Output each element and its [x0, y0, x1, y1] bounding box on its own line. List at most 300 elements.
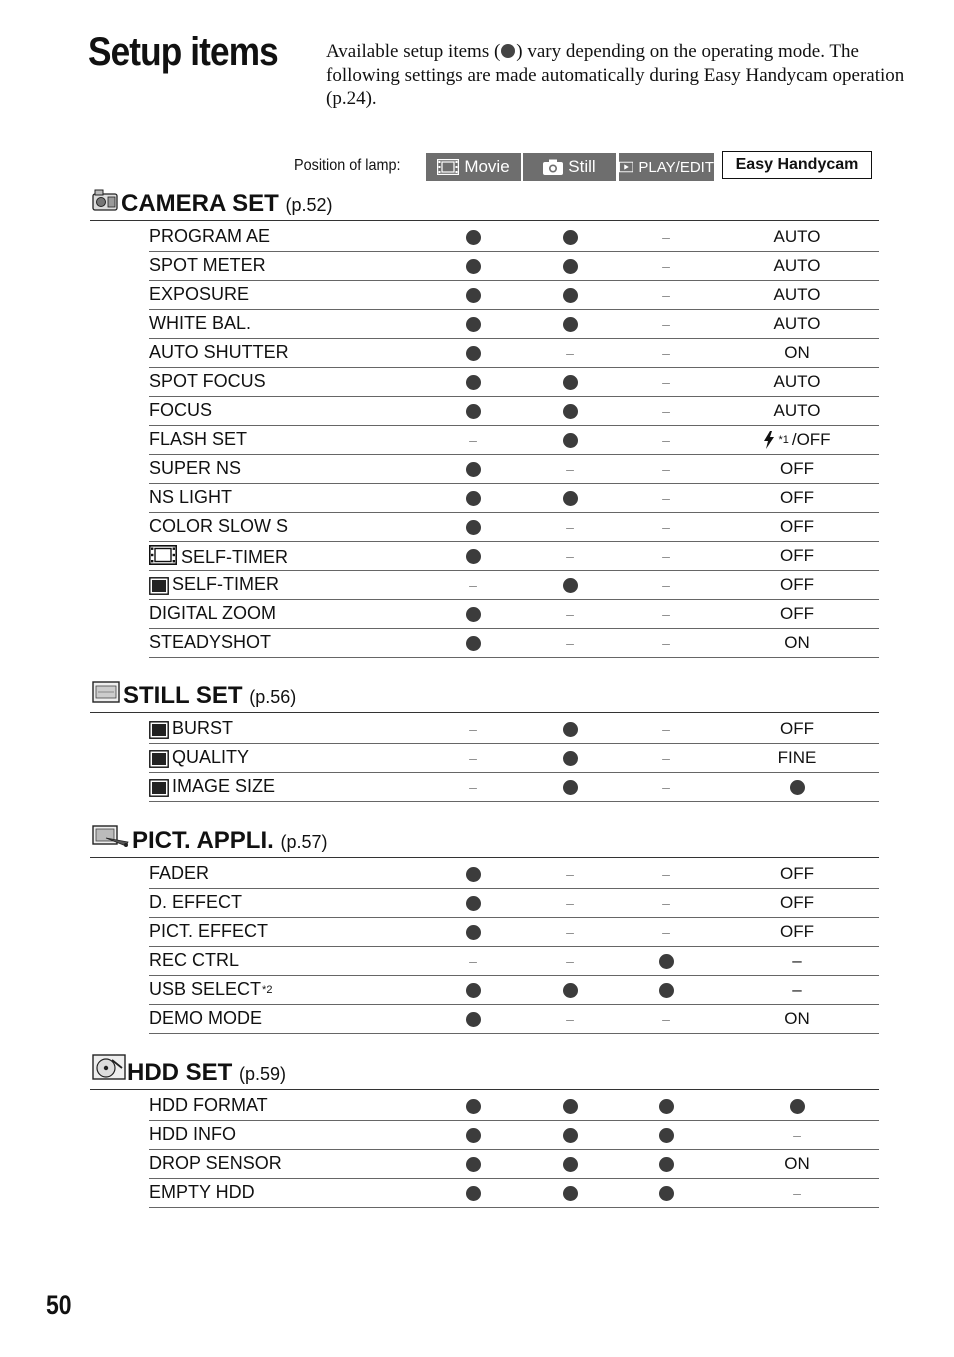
available-dot [563, 288, 578, 303]
row-label-text: FLASH SET [149, 429, 248, 449]
easy-handycam-cell [737, 773, 857, 801]
row-label-text: SELF-TIMER [172, 574, 280, 594]
easy-handycam-cell [737, 368, 857, 396]
available-dot-icon [501, 44, 515, 58]
easy-handycam-cell [737, 426, 857, 454]
available-dot [466, 1128, 481, 1143]
mode-cell [433, 513, 513, 541]
mode-cell [626, 773, 706, 801]
section-title [121, 190, 332, 218]
available-dot [563, 751, 578, 766]
easy-handycam-cell [737, 513, 857, 541]
not-available-dash: – [566, 461, 574, 477]
mode-cell [530, 773, 610, 801]
table-row [149, 252, 879, 281]
easy-value: OFF [780, 893, 814, 912]
not-available-dash: – [662, 316, 670, 332]
mode-cell [530, 1092, 610, 1120]
mode-cell [626, 889, 706, 917]
mode-cell [530, 252, 610, 280]
easy-value: AUTO [773, 256, 821, 275]
available-dot [563, 1099, 578, 1114]
mode-cell [530, 744, 610, 772]
row-label [149, 603, 276, 624]
section-rows [149, 715, 879, 802]
not-available-dash: – [662, 490, 670, 506]
mode-cell [433, 1092, 513, 1120]
row-label-text: REC CTRL [149, 950, 240, 970]
available-dot [466, 462, 481, 477]
mode-cell [530, 455, 610, 483]
mode-cell [626, 281, 706, 309]
row-label [149, 545, 288, 570]
row-label [149, 313, 251, 334]
not-available-dash: – [662, 548, 670, 564]
mode-cell [433, 918, 513, 946]
mode-cell [433, 860, 513, 888]
available-dot [466, 288, 481, 303]
easy-handycam-cell [737, 484, 857, 512]
row-label [149, 1182, 255, 1203]
lamp-position-row [0, 151, 954, 182]
mode-cell [626, 947, 706, 975]
row-label-text: SPOT METER [149, 255, 266, 275]
mode-cell [433, 310, 513, 338]
mode-cell [530, 600, 610, 628]
row-label [149, 342, 289, 363]
easy-handycam-cell [737, 223, 857, 251]
easy-value: OFF [780, 575, 814, 594]
table-row [149, 484, 879, 513]
row-label [149, 1095, 268, 1116]
easy-value: – [792, 951, 802, 970]
mode-cell [626, 571, 706, 599]
available-dot [563, 1157, 578, 1172]
not-available-dash: – [662, 779, 670, 795]
row-label [149, 863, 209, 884]
intro-text [326, 40, 906, 111]
mode-cell [433, 455, 513, 483]
section-page-ref: (p.52) [285, 195, 333, 215]
not-available-dash: – [469, 750, 477, 766]
available-dot [563, 722, 578, 737]
film-icon [437, 159, 459, 175]
mode-cell [626, 484, 706, 512]
easy-handycam-cell [737, 715, 857, 743]
section-page-ref: (p.57) [280, 832, 328, 852]
mode-cell [530, 976, 610, 1004]
easy-handycam-cell [737, 281, 857, 309]
not-available-dash: – [566, 345, 574, 361]
section-page-ref: (p.59) [239, 1064, 287, 1084]
mode-cell [626, 368, 706, 396]
row-label-text: WHITE BAL. [149, 313, 252, 333]
mode-cell [626, 918, 706, 946]
mode-cell [626, 397, 706, 425]
not-available-dash: – [469, 953, 477, 969]
row-label [149, 892, 242, 913]
mode-cell [530, 889, 610, 917]
easy-handycam-cell [737, 542, 857, 570]
available-dot [466, 375, 481, 390]
section-page-ref: (p.56) [249, 687, 297, 707]
table-row [149, 1092, 879, 1121]
not-available-dash: – [566, 953, 574, 969]
mode-cell [626, 976, 706, 1004]
easy-handycam-cell [737, 918, 857, 946]
row-label-text: QUALITY [172, 747, 250, 767]
camera-set-icon [92, 189, 118, 216]
mode-cell [433, 600, 513, 628]
not-available-dash: – [469, 721, 477, 737]
mode-cell [433, 1005, 513, 1033]
table-row [149, 542, 879, 571]
section-header [90, 827, 879, 858]
easy-handycam-cell [737, 947, 857, 975]
easy-handycam-cell [737, 1121, 857, 1149]
row-label [149, 1153, 282, 1174]
easy-handycam-cell [737, 976, 857, 1004]
film-icon [149, 545, 177, 570]
row-label-text: FADER [149, 863, 210, 883]
row-label [149, 400, 212, 421]
table-row [149, 281, 879, 310]
not-available-dash: – [662, 635, 670, 651]
available-dot [563, 983, 578, 998]
mode-cell [433, 715, 513, 743]
section-header [90, 1059, 879, 1090]
easy-value: AUTO [773, 285, 821, 304]
available-dot [659, 1157, 674, 1172]
row-label [149, 979, 272, 1000]
mode-cell [530, 1150, 610, 1178]
not-available-dash: – [566, 924, 574, 940]
mode-cell [433, 542, 513, 570]
available-dot [466, 1186, 481, 1201]
flash-value [763, 430, 830, 450]
section-name: STILL SET [123, 682, 243, 709]
available-dot [563, 578, 578, 593]
table-row [149, 1179, 879, 1208]
mode-cell [530, 918, 610, 946]
table-row [149, 947, 879, 976]
mode-cell [626, 310, 706, 338]
still-set-icon [92, 681, 120, 708]
not-available-dash: – [662, 403, 670, 419]
intro-text-after: ) vary depending on the operating mode. The following settings are made automatically during Easy Handycam operation (p.24). [326, 41, 905, 109]
available-dot [563, 230, 578, 245]
available-dot [466, 867, 481, 882]
available-dot [659, 954, 674, 969]
section-title [123, 682, 296, 710]
mode-cell [433, 889, 513, 917]
flash-icon [763, 431, 775, 449]
footnote-ref: *1 [778, 434, 789, 446]
available-dot [466, 259, 481, 274]
table-row [149, 455, 879, 484]
easy-value: OFF [780, 488, 814, 507]
section-header [90, 190, 879, 221]
mode-cell [626, 629, 706, 657]
row-label [149, 747, 249, 768]
table-row [149, 339, 879, 368]
easy-handycam-cell [737, 252, 857, 280]
table-row [149, 1121, 879, 1150]
mode-cell [530, 542, 610, 570]
available-dot [466, 230, 481, 245]
table-row [149, 1005, 879, 1034]
row-label [149, 574, 279, 595]
row-label-text: USB SELECT [149, 979, 262, 999]
mode-cell [530, 629, 610, 657]
not-available-dash: – [793, 1127, 801, 1143]
not-available-dash: – [662, 1011, 670, 1027]
not-available-dash: – [662, 606, 670, 622]
mode-cell [433, 571, 513, 599]
row-label-text: AUTO SHUTTER [149, 342, 289, 362]
row-label [149, 516, 288, 537]
section-name: CAMERA SET [121, 190, 279, 217]
available-dot [563, 491, 578, 506]
mode-cell [626, 860, 706, 888]
table-row [149, 397, 879, 426]
easy-handycam-cell [737, 889, 857, 917]
row-label-text: D. EFFECT [149, 892, 242, 912]
available-dot [659, 1186, 674, 1201]
lamp-play-edit-label: PLAY/EDIT [638, 158, 714, 176]
mode-cell [530, 1005, 610, 1033]
easy-handycam-cell [737, 1150, 857, 1178]
easy-value: FINE [777, 748, 817, 767]
mode-cell [626, 1179, 706, 1207]
row-label [149, 371, 266, 392]
available-dot [790, 1099, 805, 1114]
not-available-dash: – [662, 287, 670, 303]
easy-handycam-cell [737, 1092, 857, 1120]
mode-cell [626, 1005, 706, 1033]
still-square-icon [149, 721, 167, 737]
available-dot [466, 925, 481, 940]
lamp-still-label: Still [568, 157, 596, 176]
mode-cell [530, 281, 610, 309]
not-available-dash: – [469, 779, 477, 795]
mode-cell [433, 252, 513, 280]
row-label-text: SUPER NS [149, 458, 242, 478]
mode-cell [530, 1179, 610, 1207]
mode-cell [626, 426, 706, 454]
available-dot [659, 1128, 674, 1143]
lamp-easy-handycam [722, 151, 872, 179]
mode-cell [530, 484, 610, 512]
easy-value: OFF [780, 459, 814, 478]
table-row [149, 513, 879, 542]
table-row [149, 600, 879, 629]
table-row [149, 773, 879, 802]
row-label [149, 632, 271, 653]
row-label-text: PROGRAM AE [149, 226, 271, 246]
easy-handycam-cell [737, 1005, 857, 1033]
intro-text-before: Available setup items ( [326, 41, 501, 62]
hdd-set-icon [92, 1054, 126, 1085]
mode-cell [530, 339, 610, 367]
easy-value: ON [784, 1154, 810, 1173]
mode-cell [433, 397, 513, 425]
table-row [149, 426, 879, 455]
not-available-dash: – [566, 1011, 574, 1027]
not-available-dash: – [662, 750, 670, 766]
mode-cell [433, 773, 513, 801]
page-title: Setup items [88, 30, 278, 74]
not-available-dash: – [566, 635, 574, 651]
lamp-easy-handycam-label: Easy Handycam [735, 156, 859, 173]
row-label-text: COLOR SLOW S [149, 516, 289, 536]
row-label-text: HDD INFO [149, 1124, 236, 1144]
easy-handycam-cell [737, 455, 857, 483]
not-available-dash: – [662, 258, 670, 274]
mode-cell [530, 571, 610, 599]
available-dot [466, 896, 481, 911]
lamp-movie [426, 153, 521, 181]
available-dot [466, 983, 481, 998]
still-square-icon [149, 779, 167, 795]
table-row [149, 1150, 879, 1179]
easy-value: AUTO [773, 401, 821, 420]
available-dot [659, 1099, 674, 1114]
not-available-dash: – [566, 606, 574, 622]
available-dot [563, 259, 578, 274]
not-available-dash: – [566, 548, 574, 564]
flash-value-text: /OFF [791, 430, 831, 449]
section-title [127, 1059, 286, 1087]
easy-value: AUTO [773, 314, 821, 333]
mode-cell [530, 310, 610, 338]
mode-cell [433, 339, 513, 367]
not-available-dash: – [662, 229, 670, 245]
easy-value: ON [784, 343, 810, 362]
page-number: 50 [46, 1290, 72, 1320]
easy-handycam-cell [737, 1179, 857, 1207]
available-dot [563, 317, 578, 332]
table-row [149, 889, 879, 918]
row-label-text: NS LIGHT [149, 487, 233, 507]
available-dot [563, 1186, 578, 1201]
easy-handycam-cell [737, 397, 857, 425]
mode-cell [433, 629, 513, 657]
mode-cell [626, 455, 706, 483]
easy-handycam-cell [737, 744, 857, 772]
mode-cell [530, 947, 610, 975]
mode-cell [433, 1179, 513, 1207]
mode-cell [626, 1092, 706, 1120]
section-rows [149, 860, 879, 1034]
available-dot [563, 780, 578, 795]
row-label-text: HDD FORMAT [149, 1095, 268, 1115]
footnote-ref: *2 [262, 983, 273, 996]
lamp-still [523, 153, 616, 181]
mode-cell [530, 368, 610, 396]
row-label-text: SELF-TIMER [181, 547, 289, 567]
available-dot [563, 433, 578, 448]
row-label [149, 776, 275, 797]
section-title [132, 827, 328, 855]
not-available-dash: – [662, 577, 670, 593]
lamp-movie-label: Movie [464, 157, 510, 176]
mode-cell [530, 513, 610, 541]
row-label [149, 718, 233, 739]
easy-value: OFF [780, 604, 814, 623]
mode-cell [626, 1150, 706, 1178]
available-dot [466, 520, 481, 535]
row-label-text: EMPTY HDD [149, 1182, 255, 1202]
available-dot [466, 1157, 481, 1172]
mode-cell [433, 223, 513, 251]
mode-cell [626, 513, 706, 541]
available-dot [466, 607, 481, 622]
mode-cell [626, 339, 706, 367]
available-dot [466, 549, 481, 564]
pict-appli-icon [92, 824, 130, 853]
table-row [149, 918, 879, 947]
available-dot [659, 983, 674, 998]
row-label [149, 487, 232, 508]
mode-cell [530, 860, 610, 888]
table-row [149, 629, 879, 658]
available-dot [466, 1099, 481, 1114]
available-dot [466, 404, 481, 419]
row-label-text: EXPOSURE [149, 284, 250, 304]
easy-value: ON [784, 633, 810, 652]
row-label-text: IMAGE SIZE [172, 776, 276, 796]
mode-cell [626, 223, 706, 251]
mode-cell [530, 715, 610, 743]
row-label [149, 284, 249, 305]
row-label [149, 1008, 262, 1029]
not-available-dash: – [469, 577, 477, 593]
easy-value: OFF [780, 719, 814, 738]
mode-cell [530, 223, 610, 251]
not-available-dash: – [662, 866, 670, 882]
mode-cell [433, 426, 513, 454]
mode-cell [433, 947, 513, 975]
not-available-dash: – [469, 432, 477, 448]
not-available-dash: – [662, 345, 670, 361]
row-label-text: STEADYSHOT [149, 632, 272, 652]
section-name: HDD SET [127, 1059, 233, 1086]
easy-value: OFF [780, 864, 814, 883]
lamp-position-label: Position of lamp: [294, 157, 401, 174]
not-available-dash: – [662, 924, 670, 940]
section-name: PICT. APPLI. [132, 827, 274, 854]
row-label-text: PICT. EFFECT [149, 921, 269, 941]
mode-cell [530, 397, 610, 425]
mode-cell [433, 744, 513, 772]
table-row [149, 310, 879, 339]
section-rows [149, 1092, 879, 1208]
mode-cell [433, 368, 513, 396]
mode-cell [626, 715, 706, 743]
row-label-text: SPOT FOCUS [149, 371, 266, 391]
play-icon [619, 159, 633, 175]
row-label-text: DEMO MODE [149, 1008, 263, 1028]
easy-handycam-cell [737, 629, 857, 657]
not-available-dash: – [662, 721, 670, 737]
lamp-play-edit [619, 153, 714, 181]
available-dot [466, 636, 481, 651]
camera-icon [543, 159, 563, 175]
still-square-icon [149, 577, 167, 593]
available-dot [466, 317, 481, 332]
row-label [149, 950, 239, 971]
